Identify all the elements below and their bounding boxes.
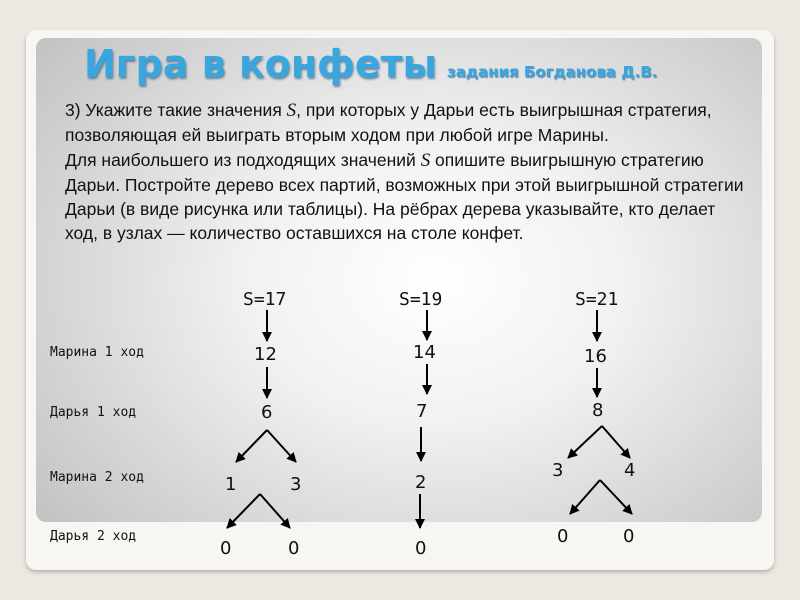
- tree-node: 7: [416, 401, 428, 422]
- row-label-marina-1: Марина 1 ход: [50, 345, 144, 360]
- tree-node: 4: [624, 460, 636, 481]
- edge-s17-m2-left: [227, 494, 260, 528]
- title-subtitle: задания Богданова Д.В.: [447, 63, 658, 81]
- tree-node: 2: [415, 472, 427, 493]
- edge-s17-d1-left: [236, 430, 267, 462]
- tree-node-start: S=19: [399, 289, 443, 310]
- task-text-1b: , при которых у Дарьи есть выигрышная стратегия, позволяющая ей выиграть вторым ходом при любой игре Марины.: [65, 100, 712, 146]
- edge-s21-m2-right: [600, 480, 632, 514]
- tree-node: 3: [552, 460, 564, 481]
- tree-node: 0: [220, 538, 232, 559]
- edge-s17-d1-right: [267, 430, 296, 462]
- edge-s21-d1-right: [602, 426, 630, 458]
- tree-node: 0: [288, 538, 300, 559]
- edge-s21-m2-left: [570, 480, 600, 514]
- task-text-1a: 3) Укажите такие значения: [65, 100, 287, 120]
- task-text-2b: опишите выигрышную стратегию Дарьи. Постройте дерево всех партий, возможных при этой выигрышной стратегии Дарьи (в виде рисунка или таблицы). На рёбрах дерева указывайте, кто делает ход, в узлах — количество оставшихся на столе конфет.: [65, 149, 744, 244]
- tree-node: 0: [623, 526, 635, 547]
- row-label-marina-2: Марина 2 ход: [50, 470, 144, 485]
- tree-node: 8: [592, 400, 604, 421]
- variable-s: S: [286, 100, 297, 121]
- row-label-darya-2: Дарья 2 ход: [50, 529, 137, 544]
- tree-node: 12: [254, 344, 277, 365]
- tree-node-start: S=21: [575, 289, 619, 310]
- title-main: Игра в конфеты: [84, 42, 438, 86]
- tree-node: 0: [557, 526, 569, 547]
- tree-node: 0: [415, 538, 427, 559]
- row-label-darya-1: Дарья 1 ход: [50, 405, 137, 420]
- tree-node: 3: [290, 474, 302, 495]
- tree-node-start: S=17: [243, 289, 287, 310]
- variable-s: S: [420, 149, 431, 171]
- task-text-2a: Для наибольшего из подходящих значений: [65, 149, 421, 170]
- tree-node: 14: [413, 342, 436, 363]
- edge-s21-d1-left: [568, 426, 602, 458]
- edge-s17-m2-right: [260, 494, 290, 528]
- tree-node: 16: [584, 346, 607, 367]
- tree-node: 1: [225, 474, 237, 495]
- tree-node: 6: [261, 402, 273, 423]
